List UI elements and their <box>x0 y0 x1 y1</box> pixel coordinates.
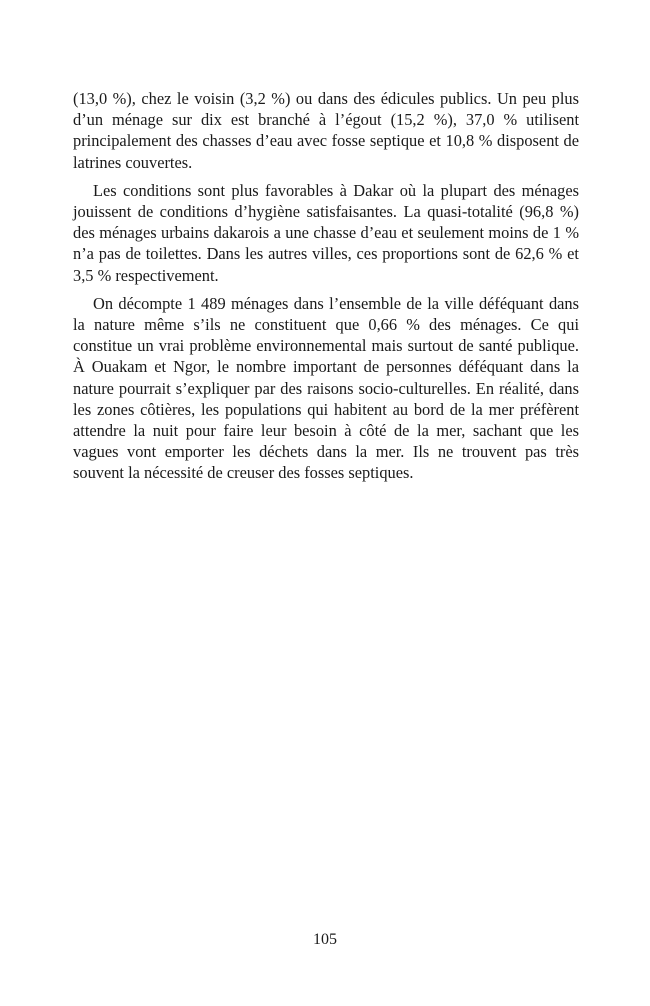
paragraph-continuation: (13,0 %), chez le voisin (3,2 %) ou dans des édicules publics. Un peu plus d’un ménage sur dix est branché à l’égout (15,2 %), 37,0 % utilisent principalement des chasses d’eau avec fosse septique et 10,8 % disposent de latrines couvertes. <box>73 89 579 172</box>
body-text <box>73 88 579 491</box>
page-number: 105 <box>313 931 337 948</box>
paragraph-open-defecation: On décompte 1 489 ménages dans l’ensemble de la ville déféquant dans la nature même s’ils ne constituent que 0,66 % des ménages. Ce qui constitue un vrai problème environnemental mais surtout de santé publique. À Ouakam et Ngor, le nombre important de personnes déféquant dans la nature pourrait s’expliquer par des raisons socio-culturelles. En réalité, dans les zones côtières, les populations qui habitent au bord de la mer préfèrent attendre la nuit pour faire leur besoin à côté de la mer, sachant que les vagues vont emporter les déchets dans la mer. Ils ne trouvent pas très souvent la nécessité de creuser des fosses septiques. <box>73 293 579 483</box>
paragraph-dakar-conditions: Les conditions sont plus favorables à Dakar où la plupart des ménages jouissent de conditions d’hygiène satisfaisantes. La quasi-totalité (96,8 %) des ménages urbains dakarois a une chasse d’eau et seulement moins de 1 % n’a pas de toilettes. Dans les autres villes, ces proportions sont de 62,6 % et 3,5 % respectivement. <box>73 180 579 285</box>
